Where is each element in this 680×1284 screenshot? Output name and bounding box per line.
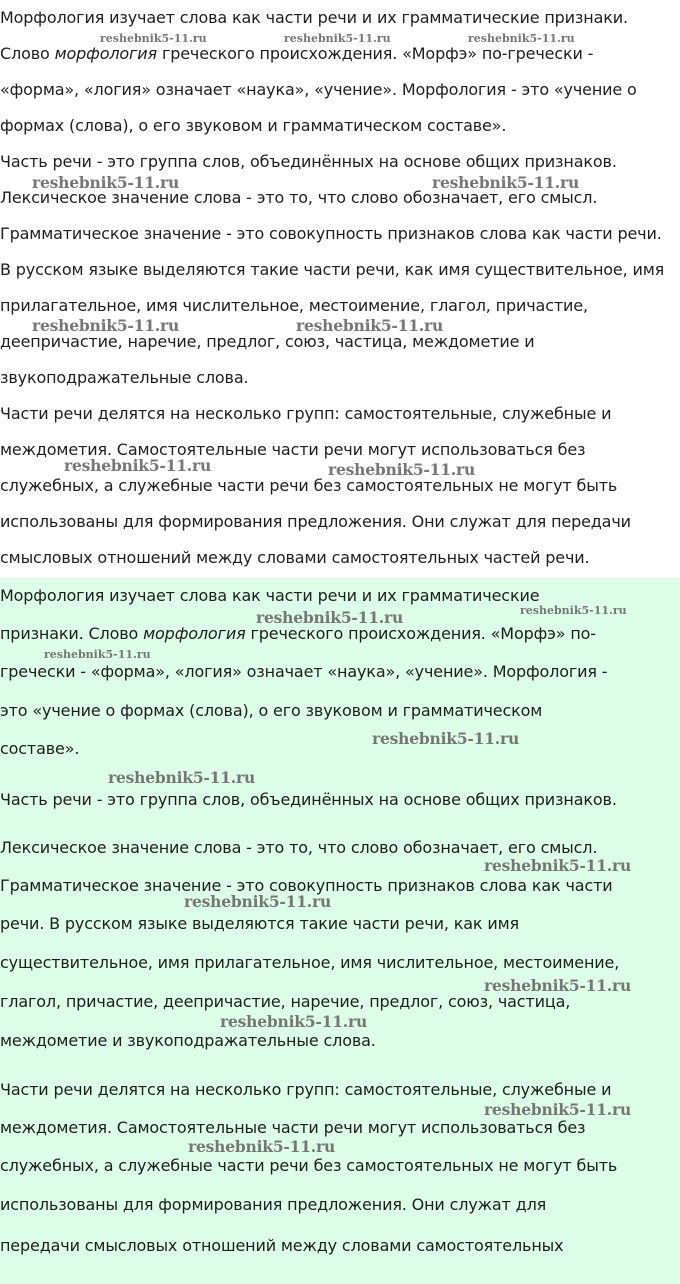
- text-line: междометие и звукоподражательные слова.: [0, 1031, 376, 1050]
- text-line: это «учение о формах (слова), о его звуковом и грамматическом: [0, 701, 543, 720]
- text-line: служебных, а служебные части речи без самостоятельных не могут быть: [0, 1156, 618, 1175]
- text-line: Часть речи - это группа слов, объединённых на основе общих признаков.: [0, 790, 617, 809]
- text-line: прилагательное, имя числительное, местоимение, глагол, причастие,: [0, 296, 588, 315]
- emphasized-term: морфология: [143, 624, 246, 643]
- watermark: reshebnik5-11.ru: [520, 604, 627, 617]
- text-line: Грамматическое значение - это совокупность признаков слова как части: [0, 876, 613, 895]
- text-line: Грамматическое значение - это совокупность признаков слова как части речи.: [0, 224, 662, 243]
- watermark: reshebnik5-11.ru: [468, 32, 575, 45]
- watermark: reshebnik5-11.ru: [484, 856, 632, 875]
- text-line: В русском языке выделяются такие части речи, как имя существительное, имя: [0, 260, 665, 279]
- text-line: существительное, имя прилагательное, имя числительное, местоимение,: [0, 953, 620, 972]
- watermark: reshebnik5-11.ru: [484, 1100, 632, 1119]
- text-line: передачи смысловых отношений между словами самостоятельных: [0, 1236, 564, 1255]
- watermark: reshebnik5-11.ru: [32, 173, 180, 192]
- watermark: reshebnik5-11.ru: [256, 608, 404, 627]
- watermark: reshebnik5-11.ru: [220, 1012, 368, 1031]
- watermark: reshebnik5-11.ru: [372, 729, 520, 748]
- watermark: reshebnik5-11.ru: [296, 316, 444, 335]
- watermark: reshebnik5-11.ru: [188, 1137, 336, 1156]
- watermark: reshebnik5-11.ru: [284, 32, 391, 45]
- watermark: reshebnik5-11.ru: [108, 768, 256, 787]
- text-line: смысловых отношений между словами самостоятельных частей речи.: [0, 548, 590, 567]
- text-line: гречески - «форма», «логия» означает «наука», «учение». Морфология -: [0, 662, 608, 681]
- text-line: использованы для формирования предложения. Они служат для: [0, 1195, 547, 1214]
- text-line: составе».: [0, 739, 80, 758]
- text-line: Лексическое значение слова - это то, что слово обозначает, его смысл.: [0, 188, 598, 207]
- text-line: деепричастие, наречие, предлог, союз, частица, междометие и: [0, 332, 535, 351]
- text-line: признаки. Слово морфология греческого происхождения. «Морфэ» по-: [0, 624, 596, 643]
- text-line: Части речи делятся на несколько групп: самостоятельные, служебные и: [0, 404, 612, 423]
- text-line: глагол, причастие, деепричастие, наречие, предлог, союз, частица,: [0, 992, 571, 1011]
- text-line: междометия. Самостоятельные части речи могут использоваться без: [0, 1118, 586, 1137]
- text-line: Слово морфология греческого происхождения. «Морфэ» по-гречески -: [0, 44, 594, 63]
- text-line: Морфология изучает слова как части речи и их грамматические: [0, 586, 540, 605]
- watermark: reshebnik5-11.ru: [432, 173, 580, 192]
- text-line: речи. В русском языке выделяются такие части речи, как имя: [0, 914, 520, 933]
- watermark: reshebnik5-11.ru: [328, 460, 476, 479]
- watermark: reshebnik5-11.ru: [184, 892, 332, 911]
- text-line: Лексическое значение слова - это то, что слово обозначает, его смысл.: [0, 838, 598, 857]
- emphasized-term: морфология: [54, 44, 158, 63]
- watermark: reshebnik5-11.ru: [484, 976, 632, 995]
- watermark: reshebnik5-11.ru: [44, 648, 151, 661]
- watermark: reshebnik5-11.ru: [100, 32, 207, 45]
- text-line: междометия. Самостоятельные части речи могут использоваться без: [0, 440, 586, 459]
- watermark: reshebnik5-11.ru: [64, 456, 212, 475]
- text-line: «форма», «логия» означает «наука», «учение». Морфология - это «учение о: [0, 80, 637, 99]
- text-line: Части речи делятся на несколько групп: самостоятельные, служебные и: [0, 1080, 612, 1099]
- text-line: звукоподражательные слова.: [0, 368, 249, 387]
- text-line: Часть речи - это группа слов, объединённых на основе общих признаков.: [0, 152, 617, 171]
- watermark: reshebnik5-11.ru: [32, 316, 180, 335]
- text-line: использованы для формирования предложения. Они служат для передачи: [0, 512, 631, 531]
- text-line: служебных, а служебные части речи без самостоятельных не могут быть: [0, 476, 618, 495]
- text-line: формах (слова), о его звуковом и грамматическом составе».: [0, 116, 507, 135]
- text-line: Морфология изучает слова как части речи и их грамматические признаки.: [0, 8, 628, 27]
